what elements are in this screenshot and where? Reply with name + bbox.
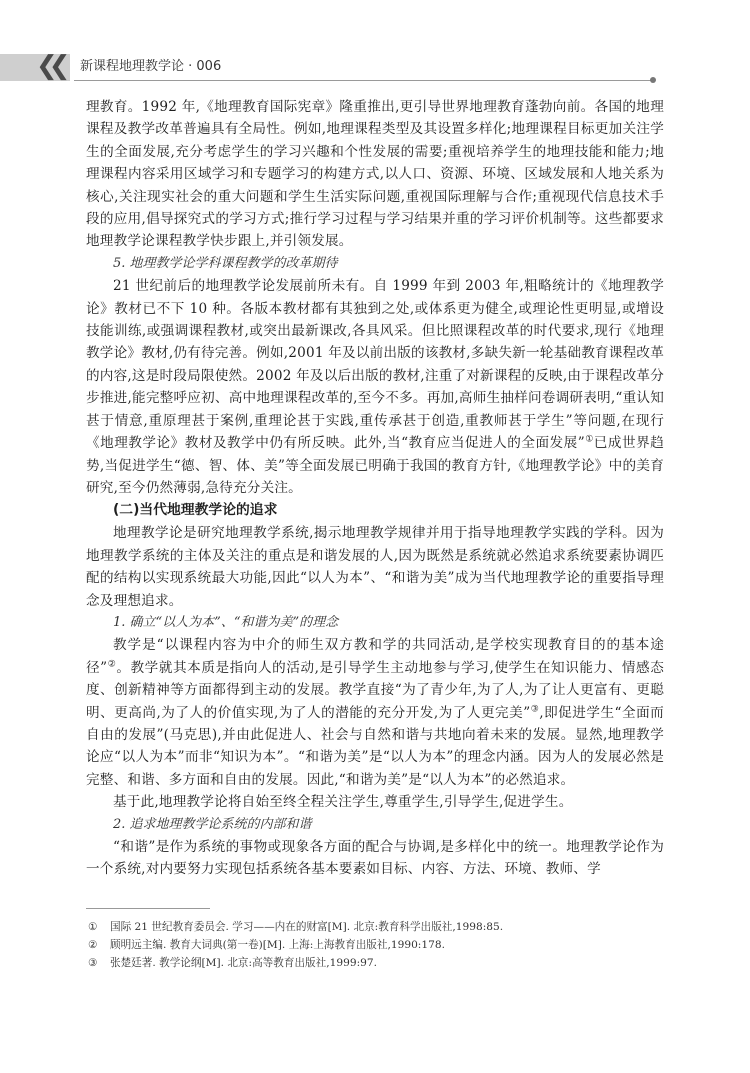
paragraph-4-text-a: 教学是“以课程内容为中介的师生双方教和学的共同活动,是学校实现教育目的的基本途径” [86,637,664,676]
paragraph-2 [86,275,664,499]
paragraph-5: 基于此,地理教学论将自始至终全程关注学生,尊重学生,引导学生,促进学生。 [113,794,573,811]
subheading-1: 1. 确立“以人为本”、“和谐为美”的理念 [113,614,339,630]
footnote-text: 国际 21 世纪教育委员会. 学习——内在的财富[M]. 北京:教育科学出版社,1998:85. [110,921,504,933]
footnote [88,936,664,954]
footnote-number: ② [88,939,98,951]
paragraph-2-text-a: 21 世纪前后的地理教学论发展前所未有。自 1999 年到 2003 年,粗略统计的《地理教学论》教材已不下 10 种。各版本教材都有其独到之处,或体系更为健全,或理论性更明显,或增设技能训练,或强调课程教材,或突出最新课改,各具风采。但比照课程改革的时代要求,现行《地理教学论》教材,仍有待完善。例如,2001 年及以前出版的该教材,多缺失新一轮基础教育课程改革的内容,这是时段局限使然。2002 年及以后出版的教材,注重了对新课程的反映,由于课程改革分步推进,能完整呼应初、高中地理课程改革的,至今不多。再加,高师生抽样问卷调研表明,“重认知甚于情意,重原理甚于案例,重理论甚于实践,重传承甚于创造,重教师甚于学生”等问题,在现行《地理教学论》教材及教学中仍有所反映。此外,当“教育应当促进人的全面发展” [86,278,664,452]
paragraph-1: 理教育。1992 年,《地理教育国际宪章》隆重推出,更引导世界地理教育蓬勃向前。各国的地理课程及教学改革普遍具有全局性。例如,地理课程类型及其设置多样化;地理课程目标更加关注学生的全面发展,充分考虑学生的学习兴趣和个性发展的需要;重视培养学生的地理技能和能力;地理课程内容采用区域学习和专题学习的构建方式,以人口、资源、环境、区域发展和人地关系为核心,关注现实社会的重大问题和学生生活实际问题,重视国际理解与合作;重视现代信息技术手段的应用,倡导探究式的学习方式;推行学习过程与学习结果并重的学习评价机制等。这些都要求地理教学论课程教学快步跟上,并引领发展。 [86,99,664,250]
footnote-number: ① [88,921,98,933]
footnote-separator [86,908,210,909]
section-heading: (二)当代地理教学论的追求 [113,502,278,519]
header-rule [74,80,652,81]
paragraph-2-text-b: 已成世界趋势,当促进学生“德、智、体、美”等全面发展已明确于我国的教育方针,《地理教学论》中的美育研究,至今仍然薄弱,急待充分关注。 [86,435,664,496]
footnote-text: 顾明远主编. 教育大词典(第一卷)[M]. 上海:上海教育出版社,1990:178. [110,939,445,951]
paragraph-3: 地理教学论是研究地理教学系统,揭示地理教学规律并用于指导地理教学实践的学科。因为地理教学系统的主体及关注的重点是和谐发展的人,因为既然是系统就必然追求系统要素协调匹配的结构以实现系统最大功能,因此“以人为本”、“和谐为美”成为当代地理教学论的重要指导理念及理想追求。 [86,525,664,609]
footnote [88,954,664,972]
subheading-5: 5. 地理教学论学科课程教学的改革期待 [113,255,338,271]
footnote [88,918,664,936]
double-chevron-left-icon: ❮❮ [36,51,62,81]
footnote-text: 张楚廷著. 教学论纲[M]. 北京:高等教育出版社,1999:97. [110,957,377,969]
header-rule-dot [650,77,656,83]
paragraph-4 [86,634,664,791]
running-header-title: 新课程地理教学论 · 006 [80,59,222,74]
paragraph-4-text-b: 。教学就其本质是指向人的活动,是引导学生主动地参与学习,使学生在知识能力、情感态度、创新精神等方面都得到主动的发展。教学直接“为了青少年,为了人,为了让人更富有、更聪明、更高尚,为了人的价值实现,为了人的潜能的充分开发,为了人更完美” [86,659,664,721]
paragraph-6: “和谐”是作为系统的事物或现象各方面的配合与协调,是多样化中的统一。地理教学论作为一个系统,对内要努力实现包括系统各基本要素如目标、内容、方法、环境、教师、学 [86,839,664,878]
footnote-ref-2[interactable]: ② [107,659,117,670]
subheading-2: 2. 追求地理教学论系统的内部和谐 [113,816,312,832]
footnote-number: ③ [88,957,98,969]
page-body [86,96,664,881]
footnote-ref-3[interactable]: ③ [530,704,540,715]
paragraph-4-text-c: ,即促进学生“全面而自由的发展”(马克思),并由此促进人、社会与自然和谐与共地向着未来的发展。显然,地理教学论应“以人为本”而非“知识为本”。“和谐为美”是“以人为本”的理念内涵。因为人的发展必然是完整、和谐、多方面和自由的发展。因此,“和谐为美”是“以人为本”的必然追求。 [86,704,664,788]
footnotes [88,918,664,972]
footnote-ref-1[interactable]: ① [584,434,594,445]
